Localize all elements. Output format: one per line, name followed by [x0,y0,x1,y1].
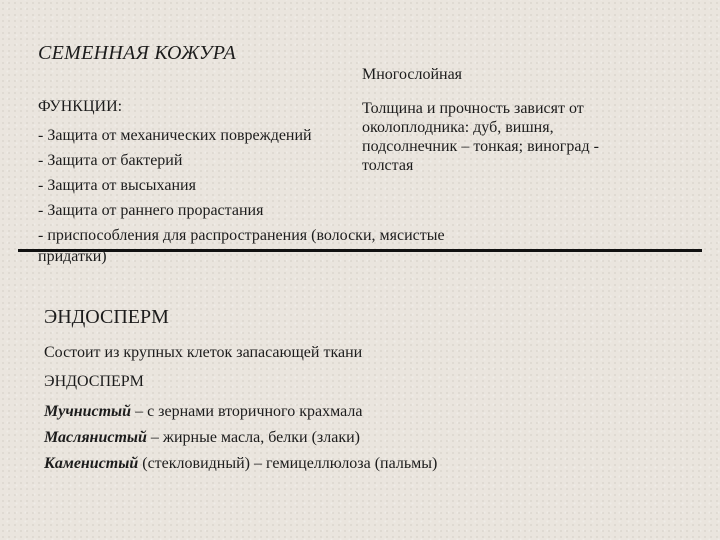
endosperm-type-desc: – с зернами вторичного крахмала [131,403,363,420]
endosperm-types-list [44,399,437,477]
function-item: - Защита от раннего прорастания [38,202,264,219]
endosperm-title: ЭНДОСПЕРМ [44,306,169,328]
function-item: - Защита от высыхания [38,177,196,194]
endosperm-type-item [44,425,437,451]
thickness-line: подсолнечник – тонкая; виноград - [362,138,599,155]
function-item: - Защита от механических повреждений [38,127,312,144]
function-item: - приспособления для распространения (волоски, мясистые [38,227,445,244]
function-item: - Защита от бактерий [38,152,183,169]
thickness-line: толстая [362,157,414,174]
endosperm-type-desc: (стекловидный) – гемицеллюлоза (пальмы) [138,455,438,472]
section-divider [18,249,702,252]
endosperm-type-name: Каменистый [44,455,139,472]
layered-label: Многослойная [362,66,463,83]
function-item-continuation: придатки) [38,248,107,265]
thickness-line: околоплодника: дуб, вишня, [362,119,554,136]
thickness-line: Толщина и прочность зависят от [362,100,584,117]
endosperm-description: Состоит из крупных клеток запасающей ткани [44,344,363,361]
thickness-note [362,99,599,175]
endosperm-subtitle: ЭНДОСПЕРМ [44,373,144,390]
endosperm-type-name: Маслянистый [44,429,147,446]
seed-coat-title: СЕМЕННАЯ КОЖУРА [38,42,236,64]
endosperm-type-name: Мучнистый [44,403,132,420]
endosperm-type-item [44,451,437,477]
endosperm-type-desc: – жирные масла, белки (злаки) [146,429,360,446]
functions-title: ФУНКЦИИ: [38,98,123,115]
endosperm-type-item [44,399,437,425]
